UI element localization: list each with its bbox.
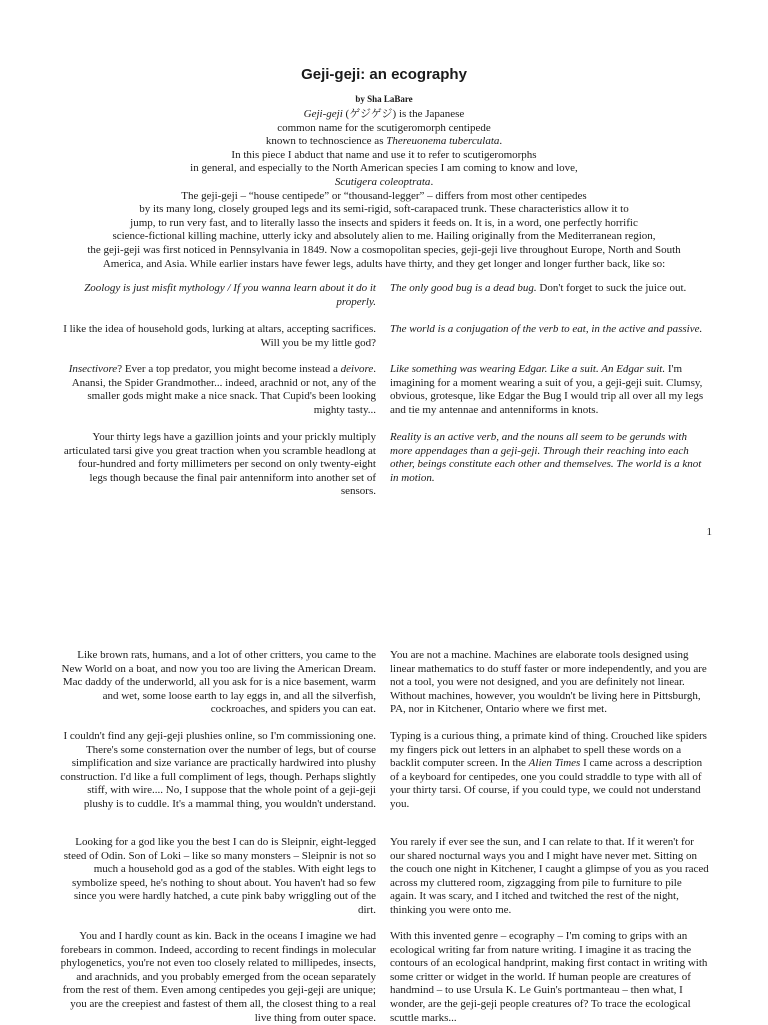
- document-title: Geji-geji: an ecography: [301, 66, 467, 83]
- quote-text: Like something was wearing Edgar. Like a suit. An Edgar suit.: [390, 363, 666, 375]
- intro-line: common name for the scutigeromorph centipede: [277, 121, 491, 134]
- intro-text: known to technoscience as: [265, 135, 387, 148]
- page1-left-paragraph-1: [58, 282, 376, 309]
- paragraph-text: You and I hardly count as kin. Back in the oceans I imagine we had forebears in common. Indeed, according to recent findings in molecular phylogenetics, you're not even too closely related to millipedes, insects, and arachnids, and you probably emerged from the ocean separately from the rest of them. Even among centipedes you geji-geji are unique; you are the creepiest and fastest of them all, the closest thing to a real live thing from outer space.: [60, 930, 376, 1024]
- term-text: Insectivore: [68, 363, 118, 375]
- intro-line: in general, and especially to the North American species I am coming to know and love,: [190, 162, 578, 175]
- page2-right-paragraph-4: [390, 930, 710, 1025]
- intro-term: Scutigera coleoptrata: [334, 175, 431, 188]
- quote-text: Reality is an active verb, and the nouns all seem to be gerunds with more appendages than a geji-geji. Through their reaching into each other, beings constitute each other and themselves. The world is a knot in motion.: [390, 431, 702, 484]
- page2-right-paragraph-3: [390, 836, 710, 918]
- intro-line: [58, 108, 710, 122]
- paragraph-text: I couldn't find any geji-geji plushies online, so I'm commissioning one. There's some consternation over the number of legs, but of course simplification and size variance are practically hardwired into plushy construction. I'd like a full compliment of legs, though. Perhaps slightly stiff, with wire.... No, I suppose that the whole point of a geji-geji plushy is to cuddle. It's a mammal thing, you wouldn't understand.: [60, 730, 376, 810]
- paragraph-text: You are not a machine. Machines are elaborate tools designed using linear mathematics to do stuff faster or more independently, and you are not a tool, you were not designed, and you are definitely not linear. Without machines, however, you wouldn't be living here in Pittsburgh, PA, nor in Kitchener, Ontario where we first met.: [390, 649, 707, 716]
- quote-text: The world is a conjugation of the verb to eat, in the active and passive.: [390, 323, 703, 335]
- paragraph-text: I came across a description of a keyboard for centipedes, one you could straddle to type with all of your thirty tarsi. Of course, if you could type, we could not understand you.: [390, 757, 703, 810]
- page2-left-paragraph-4: [58, 930, 376, 1025]
- page1-left-paragraph-4: [58, 431, 376, 499]
- page2-left-paragraph-1: [58, 649, 376, 717]
- paragraph-text: You rarely if ever see the sun, and I can relate to that. If it weren't for our shared nocturnal ways you and I might have never met. Sitting on the couch one night in Kitchener, I caught a glimpse of you as you raced across my cluttered room, zigzagging from pile to furniture to pile again. It was scary, and I itched and twitched the rest of the night, thinking you were onto me.: [390, 836, 709, 916]
- paragraph-text: . Anansi, the Spider Grandmother... indeed, arachnid or not, any of the smaller gods might make a nice snack. That Cupid's been looking mighty tasty...: [71, 363, 376, 416]
- intro-line: The geji-geji – “house centipede” or “thousand-legger” – differs from most other centipedes: [181, 189, 587, 202]
- intro-term: Thereuonema tuberculata: [386, 135, 500, 148]
- intro-line: [58, 176, 710, 190]
- intro-line: jump, to run very fast, and to literally lasso the insects and spiders it feeds on. It is, in a word, one perfectly horrific: [130, 216, 638, 229]
- quote-text: Zoology is just misfit mythology / If you wanna learn about it do it properly.: [84, 282, 376, 308]
- paragraph-text: I like the idea of household gods, lurking at altars, accepting sacrifices. Will you be my little god?: [63, 323, 376, 349]
- publication-title: Alien Times: [528, 757, 581, 770]
- page1-left-paragraph-3: [58, 363, 376, 417]
- page1-right-paragraph-1: [390, 282, 710, 296]
- paragraph-text: Like brown rats, humans, and a lot of other critters, you came to the New World on a boat, and now you too are living the American Dream. Mac daddy of the underworld, all you ask for is a nice basement, warm and wet, some loose earth to lay eggs in, and all the silverfish, cockroaches, and spiders you can eat.: [61, 649, 376, 716]
- intro-text: (ゲジゲジ) is the Japanese: [342, 108, 465, 120]
- paragraph-text: I'm imagining for a moment wearing a suit of you, a geji-geji suit. Clumsy, obvious, grotesque, like Edgar the Bug I would trip all over all my legs and tie my antennae and antenniforms in knots.: [390, 363, 704, 416]
- byline: by Sha LaBare: [355, 94, 413, 104]
- page2-left-paragraph-3: [58, 836, 376, 918]
- intro-line: [58, 135, 710, 149]
- intro-line: by its many long, closely grouped legs and its semi-rigid, soft-carapaced trunk. These characteristics allow it to: [139, 203, 629, 216]
- page1-right-paragraph-2: [390, 323, 710, 337]
- page1-right-paragraph-4: [390, 431, 710, 485]
- page1-left-paragraph-2: [58, 323, 376, 350]
- intro-term: Geji-geji: [303, 108, 343, 120]
- page-number: 1: [706, 526, 712, 538]
- paragraph-text: Looking for a god like you the best I can do is Sleipnir, eight-legged steed of Odin. Son of Loki – like so many monsters – Sleipnir is not so much a household god as a god of the stables. With eight legs to symbolize speed, he's nothing to shout about. You haven't had so few since you were hardly hatched, a cute pink baby wriggling out of the dirt.: [63, 836, 376, 916]
- intro-line: science-fictional killing machine, utterly icky and absolutely alien to me. Hailing originally from the Mediterranean region,: [112, 230, 656, 243]
- term-text: deivore: [340, 363, 374, 375]
- paragraph-text: Don't forget to suck the juice out.: [536, 282, 687, 294]
- paragraph-text: Typing is a curious thing, a primate kind of thing. Crouched like spiders my fingers pick out letters in an alphabet to spell these words on a backlit computer screen. In the: [390, 730, 707, 770]
- intro-text: .: [499, 135, 503, 148]
- intro-line: In this piece I abduct that name and use it to refer to scutigeromorphs: [231, 148, 537, 161]
- paragraph-text: With this invented genre – ecography – I'm coming to grips with an ecological writing far from nature writing. I imagine it as tracing the contours of an ecological handprint, making first contact in writing with some critter or widget in the world. If human people are creatures of handmind – to use Ursula K. Le Guin's portmanteau – then what, I wonder, are the geji-geji people creatures of? To trace the ecological scuttle marks...: [390, 930, 708, 1024]
- intro-line: the geji-geji was first noticed in Pennsylvania in 1849. Now a cosmopolitan species, geji-geji live throughout Europe, North and South: [87, 243, 681, 256]
- intro-text: .: [430, 175, 434, 188]
- page2-right-paragraph-2: [390, 730, 710, 812]
- paragraph-text: ? Ever a top predator, you might become instead a: [117, 363, 341, 375]
- page2-right-paragraph-1: [390, 649, 710, 717]
- page2-left-paragraph-2: [58, 730, 376, 812]
- page1-right-paragraph-3: [390, 363, 710, 417]
- intro-line: America, and Asia. While earlier instars have fewer legs, adults have thirty, and they get longer and longer further back, like so:: [102, 257, 666, 270]
- paragraph-text: Your thirty legs have a gazillion joints and your prickly multiply articulated tarsi give you great traction when you scramble headlong at four-hundred and forty millimeters per second on only twenty-eight legs though because the final pair antenniform into another set of sensors.: [63, 431, 376, 498]
- intro-paragraph: [58, 108, 710, 271]
- quote-text: The only good bug is a dead bug.: [390, 282, 537, 294]
